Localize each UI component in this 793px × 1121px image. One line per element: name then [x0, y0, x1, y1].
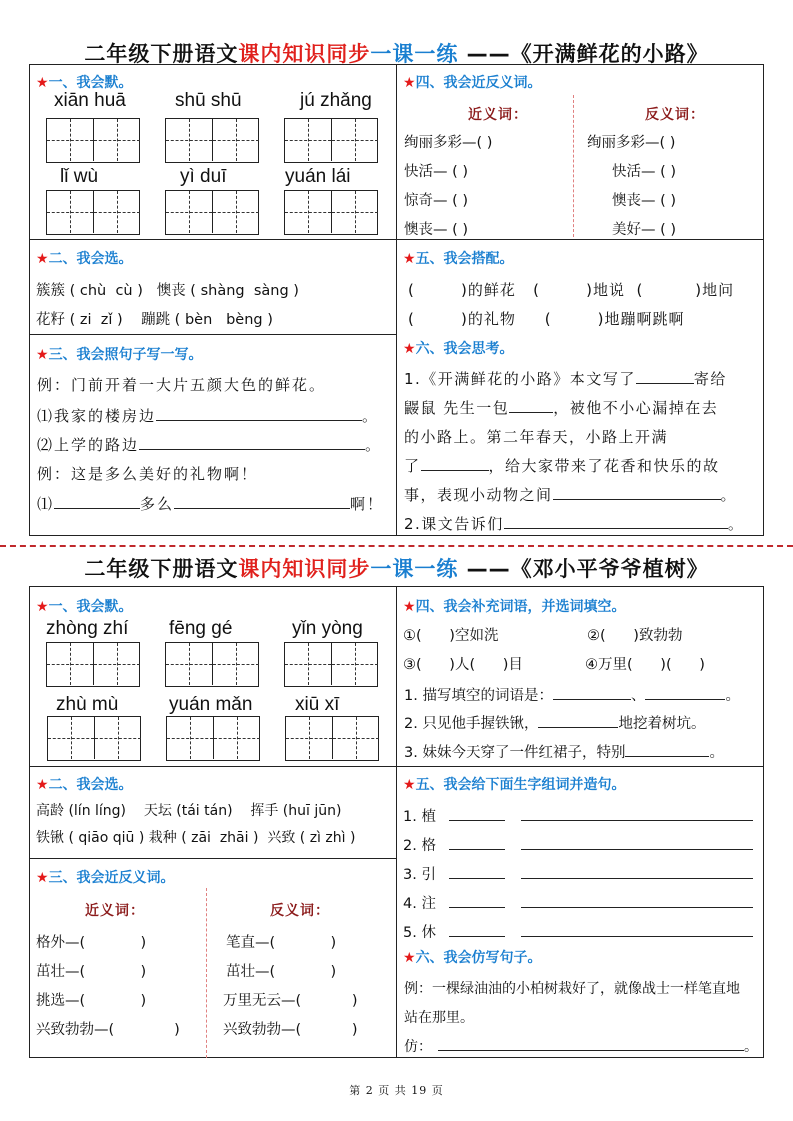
answer-blank[interactable]	[625, 742, 709, 757]
title-lesson: ——《开满鲜花的小路》	[458, 42, 709, 66]
row-divider	[29, 239, 764, 240]
antonym-label: 反义词：	[270, 903, 330, 919]
example-sentence: 例：门前开着一大片五颜大色的鲜花。	[37, 376, 327, 394]
end-mark: 。	[727, 515, 745, 533]
writing-grid[interactable]	[284, 190, 378, 235]
example-sentence: 站在那里。	[404, 1010, 474, 1026]
antonym-item[interactable]: 绚丽多彩—( )	[587, 135, 676, 151]
antonym-item[interactable]: 万里无云—( )	[223, 993, 358, 1009]
section-heading-synonyms	[36, 867, 175, 887]
answer-blank[interactable]	[156, 406, 362, 421]
prompt: ，被他不小心漏掉在去	[553, 399, 719, 417]
heading-text: 六、我会思考。	[415, 341, 514, 357]
row-divider	[29, 766, 764, 767]
dashed-divider	[206, 888, 207, 1058]
char-label: 1. 植	[403, 809, 436, 825]
star-icon: ★	[403, 75, 416, 91]
pinyin-label: yuán lái	[285, 166, 351, 187]
title-practice: 一课一练	[370, 42, 459, 66]
prompt: 寄给	[693, 370, 727, 388]
answer-blank[interactable]	[139, 435, 365, 450]
section-heading-complete	[403, 596, 626, 616]
column-divider	[396, 64, 397, 536]
writing-grid[interactable]	[165, 118, 259, 163]
section-heading-dictation	[36, 72, 133, 92]
prompt: ⑴我家的楼房边	[37, 407, 157, 425]
synonym-item[interactable]: 格外—( )	[36, 935, 147, 951]
pinyin-label: yì duī	[180, 166, 227, 187]
writing-grid[interactable]	[46, 190, 140, 235]
word-sentence-line[interactable]	[403, 834, 753, 855]
dashed-divider	[573, 95, 574, 237]
star-icon: ★	[36, 870, 49, 886]
antonym-item[interactable]: 美好— ( )	[612, 222, 677, 238]
prompt: 1.《开满鲜花的小路》本文写了	[404, 370, 636, 388]
choice-line[interactable]: 铁锹 ( qiāo qiū ) 栽种 ( zāi zhāi ) 兴致 ( zì zhì )	[36, 830, 356, 846]
section-heading-think	[403, 338, 514, 358]
title-practice: 一课一练	[370, 557, 459, 581]
answer-blank[interactable]	[174, 494, 350, 509]
sentence-blank[interactable]	[521, 922, 753, 937]
star-icon: ★	[36, 251, 49, 267]
end-mark: 。	[720, 486, 738, 504]
end-mark: 。	[365, 436, 383, 454]
writing-grid[interactable]	[165, 190, 259, 235]
section-heading-choose	[36, 248, 133, 268]
writing-grid[interactable]	[166, 716, 260, 761]
heading-text: 二、我会选。	[48, 777, 133, 793]
match-line[interactable]: ( )的鲜花 ( )地说 ( )地问	[408, 281, 735, 299]
pinyin-label: yuán mǎn	[169, 694, 253, 715]
antonym-item[interactable]: 懊丧— ( )	[612, 193, 677, 209]
fill-line[interactable]	[404, 712, 705, 733]
word-sentence-line[interactable]	[403, 921, 753, 942]
pinyin-label: jú zhǎng	[300, 90, 372, 111]
fill-line[interactable]	[404, 684, 740, 705]
idiom-blank[interactable]: ③( )人( )目	[403, 657, 523, 673]
fill-line[interactable]	[404, 484, 737, 505]
pinyin-label: yǐn yòng	[292, 618, 363, 639]
writing-grid[interactable]	[285, 716, 379, 761]
title-sync: 课内知识同步	[238, 42, 371, 66]
prompt: 2.课文告诉们	[404, 515, 504, 533]
writing-grid[interactable]	[165, 642, 259, 687]
word-sentence-line[interactable]	[403, 805, 753, 826]
pinyin-label: lǐ wù	[60, 166, 99, 187]
pinyin-label: xiān huā	[54, 90, 126, 111]
section-heading-words	[403, 774, 626, 794]
heading-text: 四、我会补充词语，并选词填空。	[415, 599, 626, 615]
char-label: 2. 格	[403, 838, 436, 854]
prompt: 地挖着树坑。	[618, 716, 706, 732]
end-mark: 。	[744, 1039, 758, 1055]
heading-text: 三、我会照句子写一写。	[48, 347, 203, 363]
antonym-item[interactable]: 兴致勃勃—( )	[223, 1022, 358, 1038]
example-sentence: 例：一棵绿油油的小柏树栽好了，就像战士一样笔直地	[404, 981, 740, 997]
end-mark: 。	[725, 688, 740, 704]
cut-line	[0, 545, 793, 547]
section-heading-imitate	[36, 344, 203, 364]
writing-grid[interactable]	[284, 118, 378, 163]
prompt: 1. 描写填空的词语是：	[404, 688, 553, 704]
row-divider	[29, 334, 397, 335]
end-mark: 。	[709, 745, 724, 761]
answer-blank[interactable]	[438, 1036, 744, 1051]
heading-text: 一、我会默。	[48, 599, 133, 615]
prompt: 仿：	[404, 1039, 432, 1055]
prompt: 了	[404, 457, 421, 475]
star-icon: ★	[36, 75, 49, 91]
word-blank[interactable]	[449, 864, 505, 879]
fill-line[interactable]	[404, 741, 724, 762]
fill-line[interactable]	[37, 405, 379, 426]
answer-blank[interactable]	[54, 494, 140, 509]
answer-blank[interactable]	[553, 485, 721, 500]
heading-text: 四、我会近反义词。	[415, 75, 542, 91]
heading-text: 五、我会给下面生字组词并造句。	[415, 777, 626, 793]
end-mark: 。	[362, 407, 380, 425]
antonym-item[interactable]: 快活— ( )	[612, 164, 677, 180]
section-heading-match	[403, 248, 514, 268]
char-label: 4. 注	[403, 896, 436, 912]
prompt: ，给大家带来了花香和快乐的故	[488, 457, 720, 475]
prompt: 多么	[140, 495, 175, 513]
heading-text: 一、我会默。	[48, 75, 133, 91]
idiom-blank[interactable]: ④万里( )( )	[585, 657, 705, 673]
fill-line[interactable]	[404, 455, 720, 476]
heading-text: 六、我会仿写句子。	[415, 950, 542, 966]
fill-line[interactable]	[37, 434, 382, 455]
title-grade: 二年级下册语文	[84, 42, 239, 66]
prompt: 事，表现小动物之间	[404, 486, 553, 504]
prompt: 鼹鼠 先生一包	[404, 399, 510, 417]
pinyin-label: shū shū	[175, 90, 242, 111]
word-blank[interactable]	[449, 835, 505, 850]
synonym-item[interactable]: 兴致勃勃—( )	[36, 1022, 180, 1038]
pinyin-label: zhòng zhí	[46, 618, 129, 639]
prompt: 2. 只见他手握铁锹，	[404, 716, 539, 732]
heading-text: 三、我会近反义词。	[48, 870, 175, 886]
star-icon: ★	[36, 347, 49, 363]
sentence-blank[interactable]	[521, 864, 753, 879]
sentence-blank[interactable]	[521, 835, 753, 850]
answer-blank[interactable]	[509, 398, 553, 413]
synonym-item[interactable]: 茁壮—( )	[36, 964, 147, 980]
word-sentence-line[interactable]	[403, 863, 753, 884]
match-line[interactable]: ( )的礼物 ( )地蹦啊跳啊	[408, 310, 685, 328]
prompt: ⑴	[37, 495, 55, 513]
end-mark: 啊！	[350, 495, 385, 513]
pinyin-label: zhù mù	[56, 694, 119, 715]
fill-line[interactable]	[404, 1036, 758, 1056]
choice-line[interactable]: 花籽 ( zi zǐ ) 蹦跳 ( bèn bèng )	[36, 312, 273, 328]
choice-line[interactable]: 簇簇 ( chù cù ) 懊丧 ( shàng sàng )	[36, 283, 299, 299]
fill-line[interactable]	[404, 513, 744, 534]
char-label: 5. 休	[403, 925, 436, 941]
synonym-item[interactable]: 懊丧— ( )	[404, 222, 469, 238]
synonym-label: 近义词：	[468, 107, 528, 123]
star-icon: ★	[36, 599, 49, 615]
antonym-item[interactable]: 茁壮—( )	[226, 964, 337, 980]
antonym-label: 反义词：	[645, 107, 705, 123]
synonym-item[interactable]: 挑选—( )	[36, 993, 147, 1009]
fill-line[interactable]	[404, 368, 727, 389]
synonym-label: 近义词：	[85, 903, 145, 919]
column-divider	[396, 586, 397, 1058]
heading-text: 五、我会搭配。	[415, 251, 514, 267]
passage-line: 的小路上。第二年春天，小路上开满	[404, 428, 669, 446]
idiom-blank[interactable]: ①( )空如洗	[403, 628, 499, 644]
title-grade: 二年级下册语文	[84, 557, 239, 581]
antonym-item[interactable]: 笔直—( )	[226, 935, 337, 951]
star-icon: ★	[403, 599, 416, 615]
sentence-blank[interactable]	[521, 806, 753, 821]
star-icon: ★	[36, 777, 49, 793]
separator: 、	[630, 688, 646, 704]
synonym-item[interactable]: 快活— ( )	[404, 164, 469, 180]
answer-blank[interactable]	[538, 713, 618, 728]
worksheet-title-2	[0, 553, 793, 583]
row-divider	[29, 858, 397, 859]
star-icon: ★	[403, 341, 416, 357]
star-icon: ★	[403, 251, 416, 267]
answer-blank[interactable]	[504, 514, 728, 529]
heading-text: 二、我会选。	[48, 251, 133, 267]
prompt: ⑵上学的路边	[37, 436, 140, 454]
idiom-blank[interactable]: ②( )致勃勃	[587, 628, 683, 644]
word-blank[interactable]	[449, 922, 505, 937]
answer-blank[interactable]	[645, 685, 725, 700]
pinyin-label: fēng gé	[169, 618, 233, 639]
star-icon: ★	[403, 777, 416, 793]
fill-line[interactable]	[37, 493, 384, 514]
prompt: 3. 妹妹今天穿了一件红裙子，特别	[404, 745, 626, 761]
writing-grid[interactable]	[47, 716, 141, 761]
fill-line[interactable]	[404, 397, 718, 418]
page-number: 第 2 页 共 19 页	[349, 1084, 444, 1097]
writing-grid[interactable]	[284, 642, 378, 687]
example-sentence: 例：这是多么美好的礼物啊！	[37, 465, 259, 483]
answer-blank[interactable]	[421, 456, 489, 471]
word-blank[interactable]	[449, 806, 505, 821]
choice-line[interactable]: 高龄 (lín líng) 天坛 (tái tán) 挥手 (huī jūn)	[36, 803, 342, 819]
section-heading-dictation	[36, 596, 133, 616]
word-sentence-line[interactable]	[403, 892, 753, 913]
title-sync: 课内知识同步	[238, 557, 371, 581]
synonym-item[interactable]: 绚丽多彩—( )	[404, 135, 493, 151]
synonym-item[interactable]: 惊奇— ( )	[404, 193, 469, 209]
char-label: 3. 引	[403, 867, 436, 883]
word-blank[interactable]	[449, 893, 505, 908]
writing-grid[interactable]	[46, 642, 140, 687]
answer-blank[interactable]	[553, 685, 631, 700]
sentence-blank[interactable]	[521, 893, 753, 908]
section-heading-rewrite	[403, 947, 542, 967]
title-lesson: ——《邓小平爷爷植树》	[458, 557, 709, 581]
writing-grid[interactable]	[46, 118, 140, 163]
pinyin-label: xiū xī	[295, 694, 340, 715]
answer-blank[interactable]	[636, 369, 694, 384]
section-heading-choose	[36, 774, 133, 794]
star-icon: ★	[403, 950, 416, 966]
section-heading-synonyms	[403, 72, 542, 92]
